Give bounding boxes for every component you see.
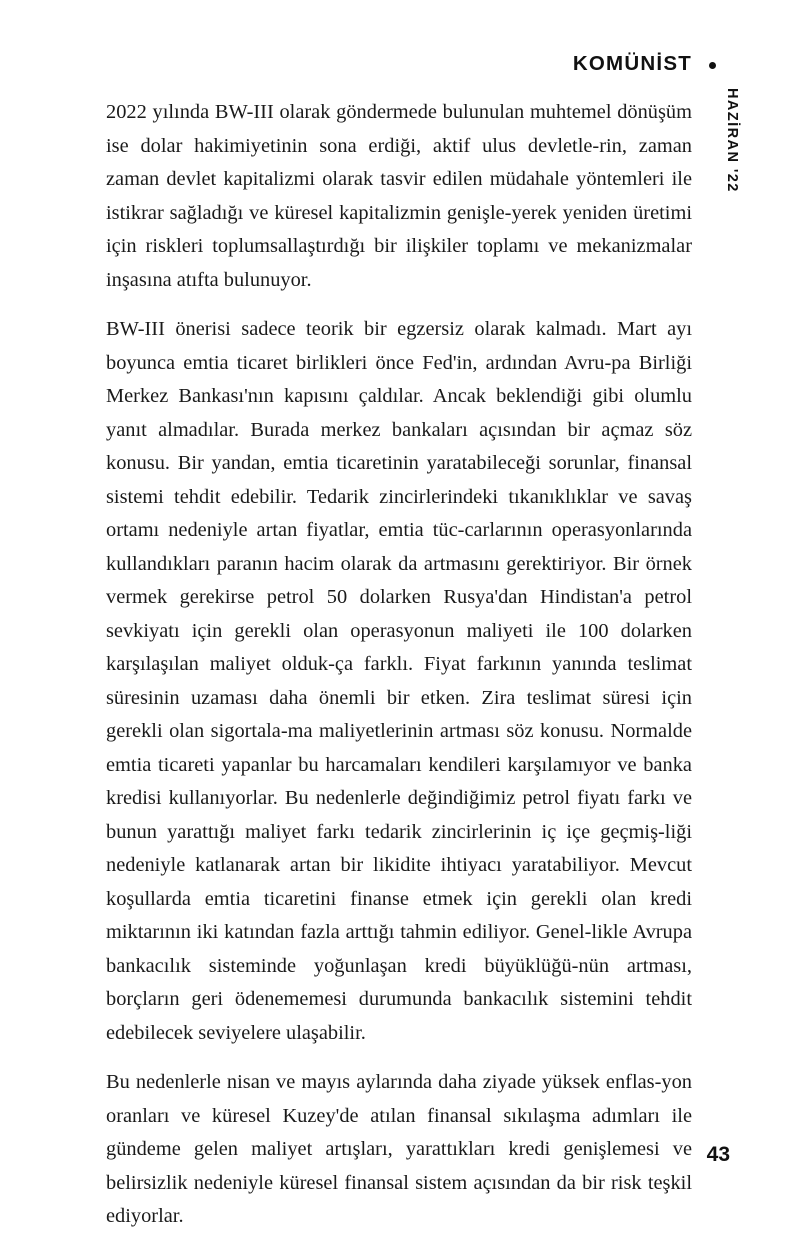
header-dot-icon [709,62,716,69]
article-body [106,96,692,1234]
paragraph: BW-III önerisi sadece teorik bir egzersiz olarak kalmadı. Mart ayı boyunca emtia ticaret birlikleri önce Fed'in, ardından Avru-pa Birliği Merkez Bankası'nın kapısını çaldılar. Ancak beklendiği gibi olumlu yanıt almadılar. Burada merkez bankaları açısından bir açmaz söz konusu. Bir yandan, emtia ticaretinin yaratabileceği sorunlar, finansal sistemi tehdit edebilir. Tedarik zincirlerindeki tıkanıklıklar ve savaş ortamı nedeniyle artan fiyatlar, emtia tüc-carlarının operasyonlarında kullandıkları paranın hacim olarak da artmasını gerektiriyor. Bir örnek vermek gerekirse petrol 50 dolarken Rusya'dan Hindistan'a petrol sevkiyatı için gerekli olan operasyonun maliyeti ile 100 dolarken karşılaşılan maliyet olduk-ça farklı. Fiyat farkının yanında teslimat süresinin uzaması daha önemli bir etken. Zira teslimat süresi için gerekli olan sigortala-ma maliyetlerinin artması söz konusu. Normalde emtia ticareti yapanlar bu harcamaları kendileri karşılamıyor ve banka kredisi kullanıyorlar. Bu nedenlerle değindiğimiz petrol fiyatı farkı ve bunun yarattığı maliyet farkı tedarik zincirlerinin iç içe geçmiş-liği nedeniyle katlanarak artan bir likidite ihtiyacı yaratabiliyor. Mevcut koşullarda emtia ticaretini finanse etmek için gerekli olan kredi miktarının iki katından fazla arttığı tahmin ediliyor. Genel-likle Avrupa bankacılık sisteminde yoğunlaşan kredi büyüklüğü-nün artması, borçların geri ödenememesi durumunda bankacılık sistemini tehdit edebilecek seviyelere ulaşabilir. [106,318,692,1044]
publication-title: KOMÜNİST [572,52,692,75]
issue-date-label: HAZİRAN '22 [724,88,740,193]
paragraph: 2022 yılında BW-III olarak göndermede bulunulan muhtemel dönüşüm ise dolar hakimiyetinin sona erdiği, aktif ulus devletle-rin, zaman zaman devlet kapitalizmi olarak tasvir edilen müdahale yöntemleri ile istikrar sağladığı ve küresel kapitalizmin genişle-yerek yeniden üretimi için riskleri toplumsallaştırdığı bir ilişkiler toplamı ve mekanizmalar inşasına atıfta bulunuyor. [106,101,692,291]
page-number: 43 [706,1143,730,1166]
paragraph: Bu nedenlerle nisan ve mayıs aylarında daha ziyade yüksek enflas-yon oranları ve küresel Kuzey'de atılan finansal sıkılaşma adımları ile gündeme gelen maliyet artışları, yarattıkları kredi genişlemesi ve belirsizlik nedeniyle küresel finansal sistem açısından da bir risk teşkil ediyorlar. [106,1071,692,1227]
page-header [106,52,730,92]
